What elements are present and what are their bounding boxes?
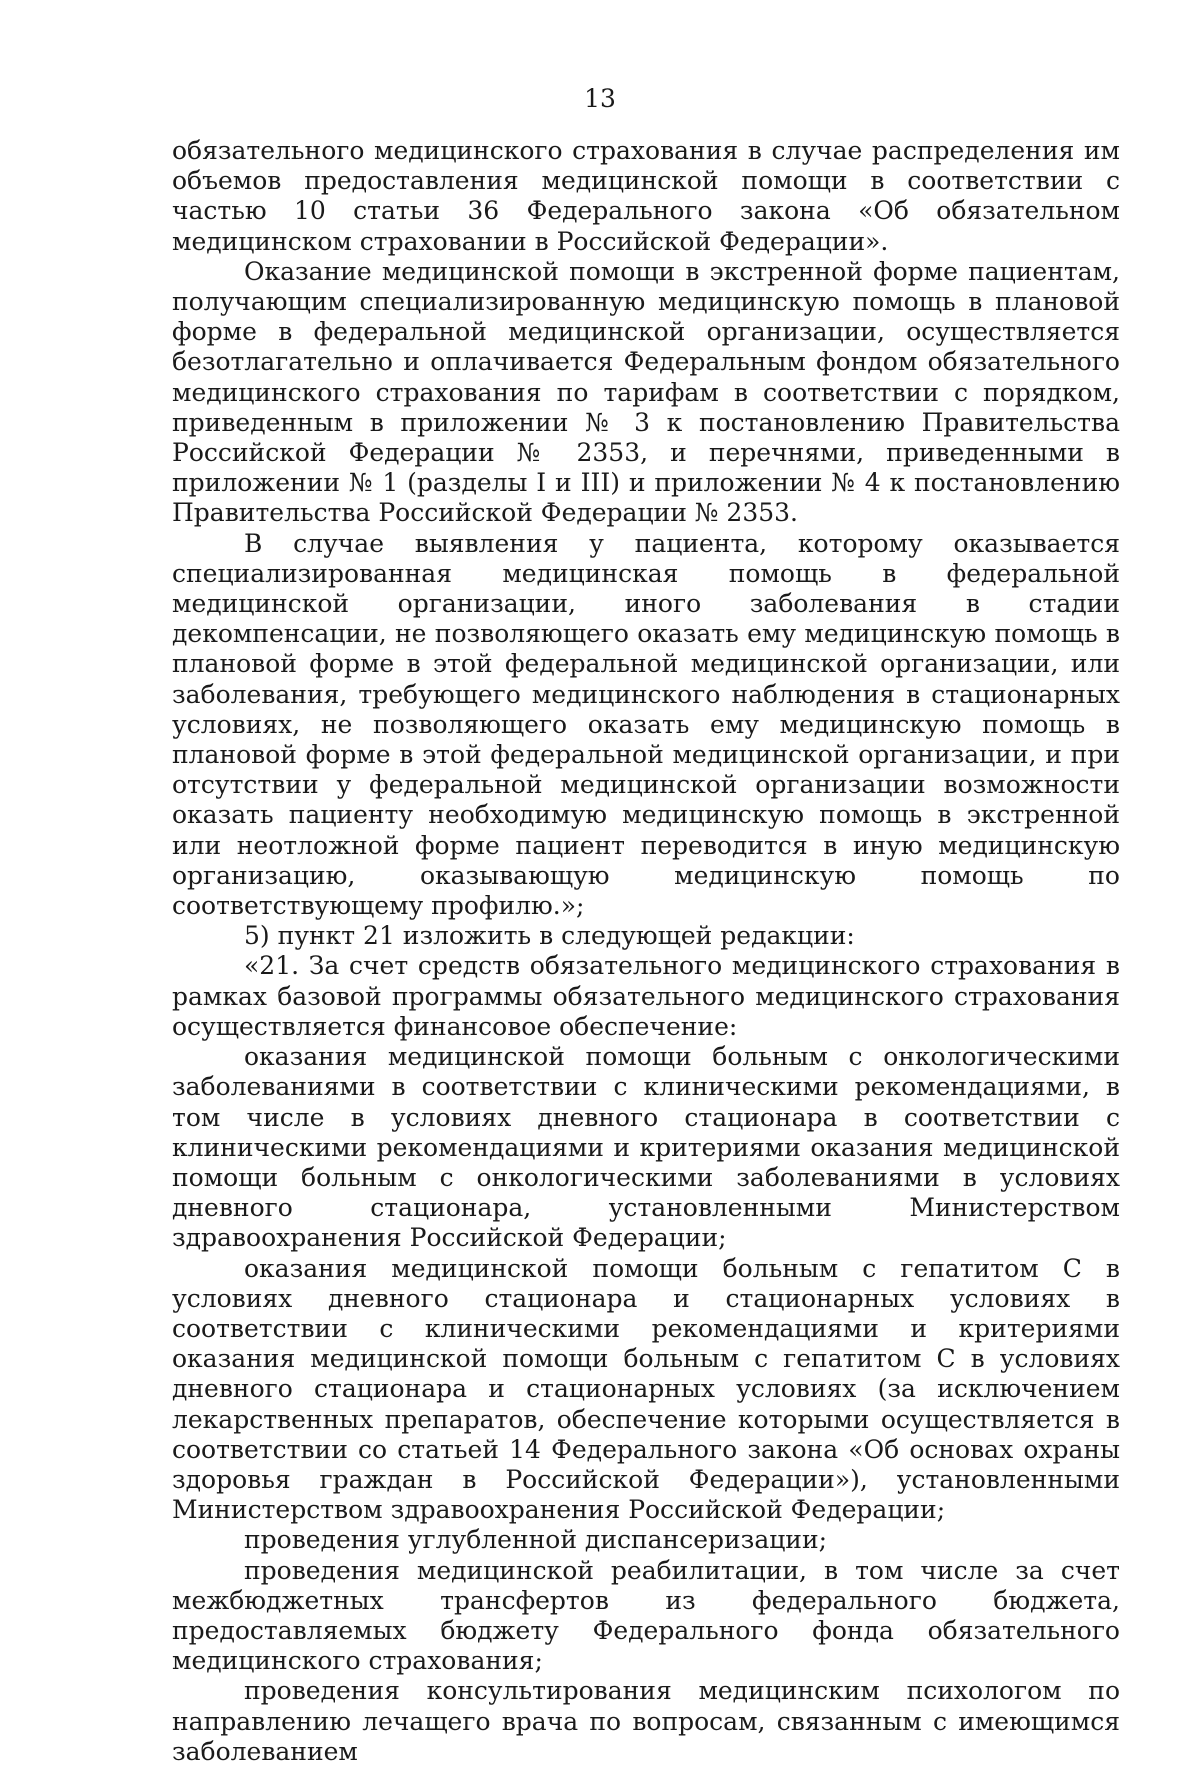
paragraph: проведения углубленной диспансеризации; <box>244 1525 828 1555</box>
paragraph-continued: проведения консультирования медицинским психологом по направлению лечащего врача по вопросам, связанным с имеющимся заболеванием <box>172 1676 1120 1766</box>
page-number: 13 <box>584 84 616 113</box>
paragraph: оказания медицинской помощи больным с гепатитом С в условиях дневного стационара и стационарных условиях в соответствии с клиническими рекомендациями и критериями оказания медицинской помощи больным с гепатитом С в условиях дневного стационара и стационарных условиях (за исключением лекарственных препаратов, обеспечение которыми осуществляется в соответствии со статьей 14 Федерального закона «Об основах охраны здоровья граждан в Российской Федерации»), установленными Министерством здравоохранения Российской Федерации; <box>172 1253 1120 1525</box>
paragraph: «21. За счет средств обязательного медицинского страхования в рамках базовой программы обязательного медицинского страхования осуществляется финансовое обеспечение: <box>172 951 1120 1041</box>
paragraph: проведения медицинской реабилитации, в том числе за счет межбюджетных трансфертов из федерального бюджета, предоставляемых бюджету Федерального фонда обязательного медицинского страхования; <box>172 1555 1120 1676</box>
paragraph: Оказание медицинской помощи в экстренной форме пациентам, получающим специализированную медицинскую помощь в плановой форме в федеральной медицинской организации, осуществляется безотлагательно и оплачивается Федеральным фондом обязательного медицинского страхования по тарифам в соответствии с порядком, приведенным в приложении № 3 к постановлению Правительства Российской Федерации № 2353, и перечнями, приведенными в приложении № 1 (разделы I и III) и приложении № 4 к постановлению Правительства Российской Федерации № 2353. <box>172 256 1120 528</box>
paragraph: обязательного медицинского страхования в случае распределения им объемов предоставления медицинской помощи в соответствии с частью 10 статьи 36 Федерального закона «Об обязательном медицинском страховании в Российской Федерации». <box>172 136 1120 256</box>
paragraph: оказания медицинской помощи больным с онкологическими заболеваниями в соответствии с клиническими рекомендациями, в том числе в условиях дневного стационара в соответствии с клиническими рекомендациями и критериями оказания медицинской помощи больным с онкологическими заболеваниями в условиях дневного стационара, установленными Министерством здравоохранения Российской Федерации; <box>172 1042 1120 1253</box>
document-body <box>172 136 1120 1767</box>
paragraph: 5) пункт 21 изложить в следующей редакции: <box>244 921 855 951</box>
paragraph: В случае выявления у пациента, которому оказывается специализированная медицинская помощь в федеральной медицинской организации, иного заболевания в стадии декомпенсации, не позволяющего оказать ему медицинскую помощь в плановой форме в этой федеральной медицинской организации, или заболевания, требующего медицинского наблюдения в стационарных условиях, не позволяющего оказать ему медицинскую помощь в плановой форме в этой федеральной медицинской организации, и при отсутствии у федеральной медицинской организации возможности оказать пациенту необходимую медицинскую помощь в экстренной или неотложной форме пациент переводится в иную медицинскую организацию, оказывающую медицинскую помощь по соответствующему профилю.»; <box>172 528 1120 921</box>
